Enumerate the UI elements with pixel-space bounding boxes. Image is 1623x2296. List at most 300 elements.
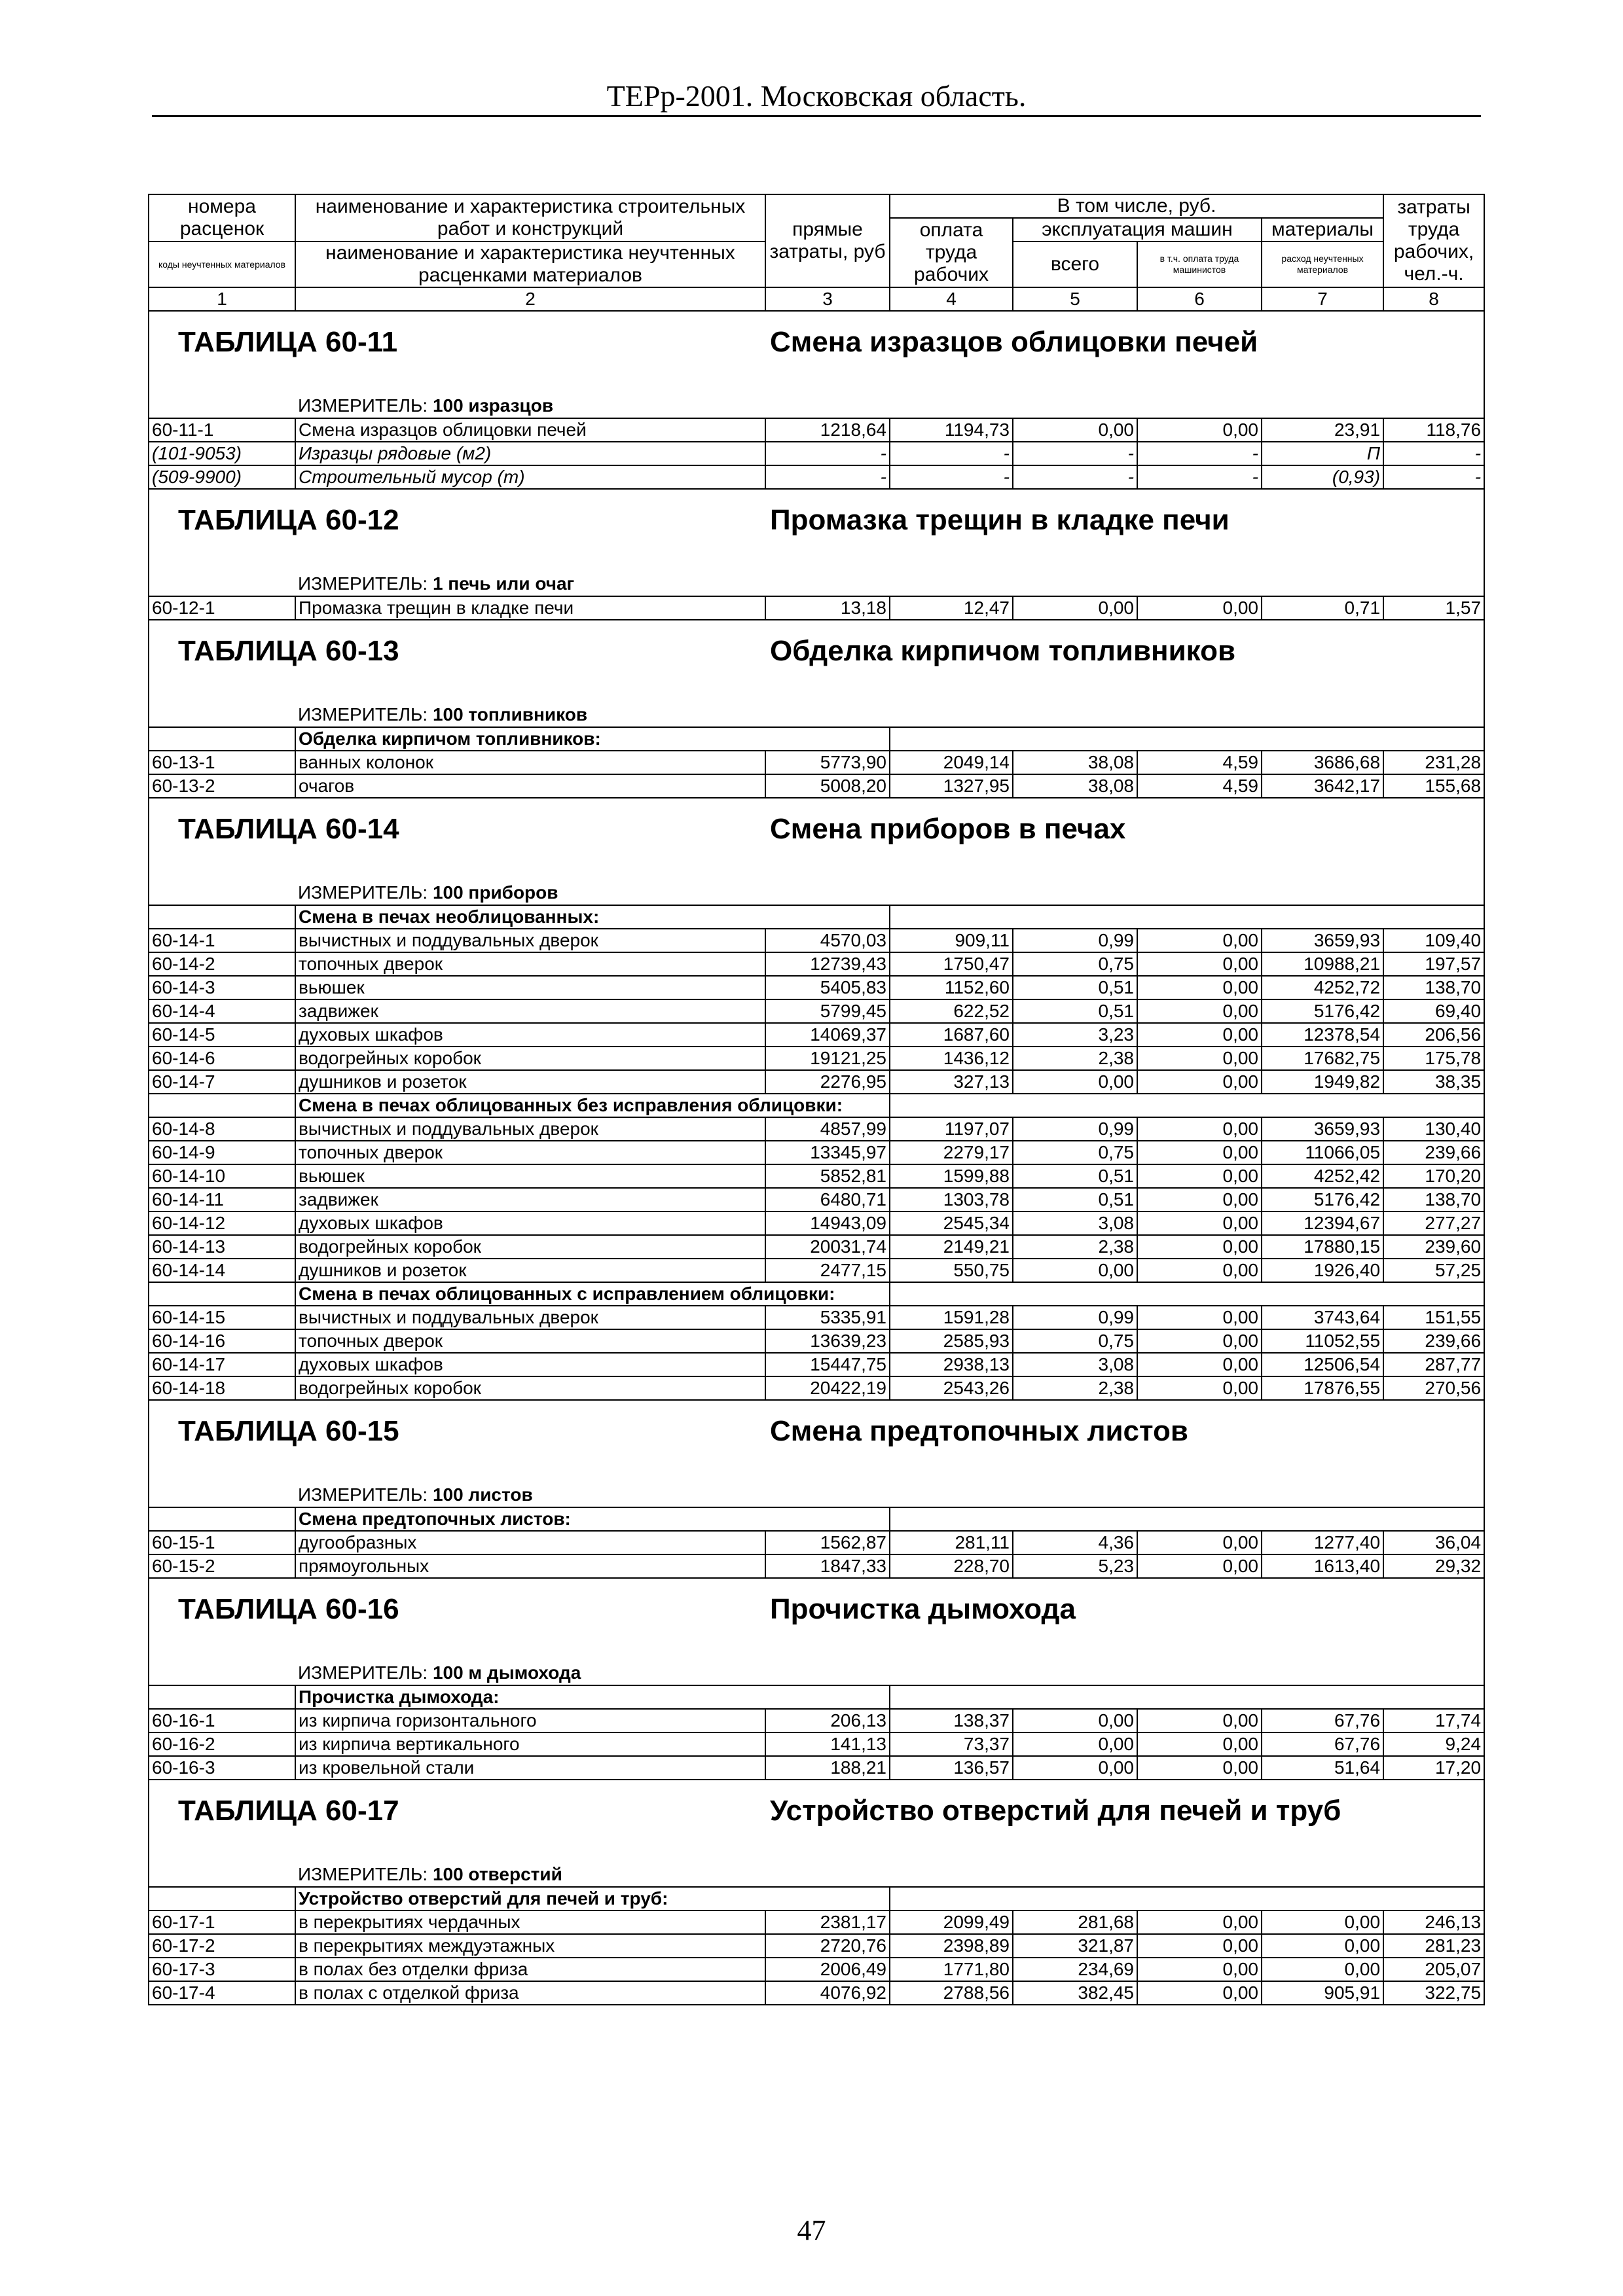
value-hours: 239,66 (1383, 1329, 1484, 1353)
value-direct: 2276,95 (765, 1070, 890, 1094)
value-hours: 29,32 (1383, 1554, 1484, 1578)
value-labor: 281,11 (890, 1531, 1013, 1554)
value-hours: 206,56 (1383, 1023, 1484, 1047)
table-row (149, 1141, 1484, 1164)
group-subtitle-rest (890, 1282, 1484, 1306)
rate-code: 60-14-18 (149, 1376, 295, 1400)
value-labor: 2545,34 (890, 1211, 1013, 1235)
value-direct: 12739,43 (765, 952, 890, 976)
value-mat: 5176,42 (1262, 1188, 1383, 1211)
measure-cell (295, 393, 1383, 418)
value-hours: 239,66 (1383, 1141, 1484, 1164)
col-number: 7 (1262, 287, 1383, 311)
value-direct: 14069,37 (765, 1023, 890, 1047)
measure-spacer (149, 1660, 295, 1685)
value-labor: 622,52 (890, 999, 1013, 1023)
value-mach: 0,00 (1013, 1709, 1137, 1732)
work-name: из кирпича вертикального (295, 1732, 765, 1756)
table-row (149, 1934, 1484, 1958)
value-direct: 13345,97 (765, 1141, 890, 1164)
measure-value: 100 топливников (432, 704, 588, 725)
group-spacer (149, 1887, 295, 1910)
value-mach-labor: 0,00 (1137, 1756, 1262, 1780)
value-hours: 57,25 (1383, 1259, 1484, 1282)
value-labor: 1303,78 (890, 1188, 1013, 1211)
work-name: Промазка трещин в кладке печи (295, 596, 765, 620)
value-direct: 2720,76 (765, 1934, 890, 1958)
group-subtitle-rest (890, 727, 1484, 751)
value-direct: 1562,87 (765, 1531, 890, 1554)
value-mat: 4252,72 (1262, 976, 1383, 999)
value-mach: 0,00 (1013, 1259, 1137, 1282)
section-title (149, 311, 1484, 393)
measure-label: ИЗМЕРИТЕЛЬ: (298, 1484, 428, 1505)
value-direct: 6480,71 (765, 1188, 890, 1211)
value-mat: 0,00 (1262, 1934, 1383, 1958)
value-direct: 19121,25 (765, 1047, 890, 1070)
col-number: 8 (1383, 287, 1484, 311)
value-mach-labor: 0,00 (1137, 1531, 1262, 1554)
measure-spacer (149, 571, 295, 596)
value-hours: 17,20 (1383, 1756, 1484, 1780)
value-hours: 281,23 (1383, 1934, 1484, 1958)
group-subtitle-row (149, 1094, 1484, 1117)
value-direct: 188,21 (765, 1756, 890, 1780)
rate-code: 60-17-2 (149, 1934, 295, 1958)
value-mat: (0,93) (1262, 465, 1383, 489)
value-mach: 3,08 (1013, 1211, 1137, 1235)
section-title-row (149, 489, 1484, 571)
work-name: в перекрытиях междуэтажных (295, 1934, 765, 1958)
value-labor: 1152,60 (890, 976, 1013, 999)
rate-code: 60-13-2 (149, 774, 295, 798)
value-mat: 67,76 (1262, 1709, 1383, 1732)
value-hours: 118,76 (1383, 418, 1484, 442)
value-mat: 905,91 (1262, 1981, 1383, 2005)
value-direct: 4570,03 (765, 929, 890, 952)
col-number: 2 (295, 287, 765, 311)
running-head: ТЕРр-2001. Московская область. (152, 77, 1481, 117)
value-hours: - (1383, 465, 1484, 489)
value-labor: 909,11 (890, 929, 1013, 952)
value-labor: 1750,47 (890, 952, 1013, 976)
value-mat: 12506,54 (1262, 1353, 1383, 1376)
value-labor: 1771,80 (890, 1958, 1013, 1981)
col2-header: наименование и характеристика строительных работ и конструкций (295, 194, 765, 242)
value-direct: 13,18 (765, 596, 890, 620)
work-name: в перекрытиях чердачных (295, 1910, 765, 1934)
col3-header: прямые затраты, руб (765, 194, 890, 287)
value-labor: 1327,95 (890, 774, 1013, 798)
value-labor: - (890, 442, 1013, 465)
value-mach: 0,51 (1013, 999, 1137, 1023)
work-name: топочных дверок (295, 1141, 765, 1164)
table-row (149, 1188, 1484, 1211)
rate-code: 60-15-2 (149, 1554, 295, 1578)
value-mach-labor: 4,59 (1137, 774, 1262, 798)
value-mach: 281,68 (1013, 1910, 1137, 1934)
value-mat: 0,00 (1262, 1910, 1383, 1934)
measure-row (149, 1482, 1484, 1507)
rate-code: 60-14-16 (149, 1329, 295, 1353)
measure-end (1383, 1660, 1484, 1685)
table-row (149, 1329, 1484, 1353)
value-direct: 5773,90 (765, 751, 890, 774)
value-mat: 1926,40 (1262, 1259, 1383, 1282)
table-row (149, 1531, 1484, 1554)
value-mat: 4252,42 (1262, 1164, 1383, 1188)
materials-header: материалы (1262, 218, 1383, 242)
value-hours: 1,57 (1383, 596, 1484, 620)
group-spacer (149, 727, 295, 751)
value-mach-labor: - (1137, 442, 1262, 465)
rate-code: (509-9900) (149, 465, 295, 489)
group-subtitle-row (149, 1282, 1484, 1306)
value-direct: 15447,75 (765, 1353, 890, 1376)
rate-code: 60-13-1 (149, 751, 295, 774)
section-name: Смена предтопочных листов (770, 1415, 1188, 1447)
value-hours: 138,70 (1383, 1188, 1484, 1211)
value-labor: 327,13 (890, 1070, 1013, 1094)
measure-cell (295, 1862, 1383, 1887)
measure-end (1383, 1482, 1484, 1507)
measure-spacer (149, 393, 295, 418)
rate-code: 60-12-1 (149, 596, 295, 620)
work-name: задвижек (295, 1188, 765, 1211)
group-subtitle-rest (890, 1507, 1484, 1531)
value-mach-labor: 0,00 (1137, 1376, 1262, 1400)
col-number: 4 (890, 287, 1013, 311)
value-direct: 4076,92 (765, 1981, 890, 2005)
section-title (149, 1780, 1484, 1862)
value-mach-labor: 0,00 (1137, 1235, 1262, 1259)
value-mach: 234,69 (1013, 1958, 1137, 1981)
section-name: Промазка трещин в кладке печи (770, 504, 1230, 536)
value-mach: 38,08 (1013, 751, 1137, 774)
section-title-row (149, 311, 1484, 393)
value-mat: 3642,17 (1262, 774, 1383, 798)
rate-code: 60-14-10 (149, 1164, 295, 1188)
col5-header: всего (1013, 242, 1137, 287)
value-mach: 3,08 (1013, 1353, 1137, 1376)
measure-spacer (149, 1482, 295, 1507)
value-mach: 0,51 (1013, 1164, 1137, 1188)
table-row (149, 1910, 1484, 1934)
measure-end (1383, 393, 1484, 418)
table-row (149, 999, 1484, 1023)
group-subtitle-rest (890, 1094, 1484, 1117)
table-row (149, 1047, 1484, 1070)
section-title (149, 489, 1484, 571)
section-code: ТАБЛИЦА 60-15 (178, 1415, 399, 1447)
value-hours: 322,75 (1383, 1981, 1484, 2005)
value-direct: - (765, 465, 890, 489)
value-mat: 5176,42 (1262, 999, 1383, 1023)
value-mach-labor: 0,00 (1137, 1709, 1262, 1732)
value-labor: 2788,56 (890, 1981, 1013, 2005)
measure-cell (295, 880, 1383, 905)
table-row (149, 1164, 1484, 1188)
group-subtitle-row (149, 727, 1484, 751)
work-name: в полах без отделки фриза (295, 1958, 765, 1981)
measure-value: 100 изразцов (432, 395, 554, 416)
measure-end (1383, 571, 1484, 596)
table-row (149, 976, 1484, 999)
value-labor: - (890, 465, 1013, 489)
rate-code: 60-16-3 (149, 1756, 295, 1780)
measure-value: 100 приборов (432, 882, 558, 903)
rate-code: 60-17-3 (149, 1958, 295, 1981)
table-row (149, 751, 1484, 774)
value-mat: 12378,54 (1262, 1023, 1383, 1047)
value-mach: 3,23 (1013, 1023, 1137, 1047)
page-number: 47 (797, 2214, 826, 2246)
table-row (149, 1732, 1484, 1756)
value-mach-labor: 0,00 (1137, 596, 1262, 620)
value-mat: 1949,82 (1262, 1070, 1383, 1094)
value-labor: 2585,93 (890, 1329, 1013, 1353)
value-labor: 2049,14 (890, 751, 1013, 774)
measure-label: ИЗМЕРИТЕЛЬ: (298, 573, 428, 594)
rate-code: 60-14-13 (149, 1235, 295, 1259)
value-mat: 67,76 (1262, 1732, 1383, 1756)
value-mach-labor: 0,00 (1137, 1353, 1262, 1376)
work-name: Изразцы рядовые (м2) (295, 442, 765, 465)
table-row (149, 1353, 1484, 1376)
value-mach: 0,51 (1013, 976, 1137, 999)
group-subtitle: Смена в печах необлицованных: (295, 905, 890, 929)
work-name: духовых шкафов (295, 1353, 765, 1376)
group-subtitle-row (149, 1507, 1484, 1531)
work-name: топочных дверок (295, 952, 765, 976)
table-row (149, 465, 1484, 489)
value-direct: 5008,20 (765, 774, 890, 798)
value-direct: - (765, 442, 890, 465)
col8-header: затраты труда рабочих, чел.-ч. (1383, 194, 1484, 287)
group-spacer (149, 1282, 295, 1306)
value-hours: 170,20 (1383, 1164, 1484, 1188)
section-name: Прочистка дымохода (770, 1593, 1076, 1625)
value-mach: 5,23 (1013, 1554, 1137, 1578)
rate-code: 60-14-5 (149, 1023, 295, 1047)
table-row (149, 1756, 1484, 1780)
rate-code: 60-14-14 (149, 1259, 295, 1282)
rate-code: 60-14-7 (149, 1070, 295, 1094)
group-subtitle-rest (890, 1685, 1484, 1709)
measure-value: 100 м дымохода (432, 1662, 581, 1683)
rate-code: 60-14-12 (149, 1211, 295, 1235)
value-hours: 130,40 (1383, 1117, 1484, 1141)
value-mat: 3659,93 (1262, 929, 1383, 952)
work-name: духовых шкафов (295, 1023, 765, 1047)
col6-header: в т.ч. оплата труда машинистов (1137, 242, 1262, 287)
rate-code: 60-16-1 (149, 1709, 295, 1732)
group-spacer (149, 1507, 295, 1531)
table-row (149, 1117, 1484, 1141)
value-labor: 1687,60 (890, 1023, 1013, 1047)
value-mat: 51,64 (1262, 1756, 1383, 1780)
work-name: очагов (295, 774, 765, 798)
rate-code: 60-14-15 (149, 1306, 295, 1329)
measure-value: 1 печь или очаг (432, 573, 575, 594)
group-subtitle: Обделка кирпичом топливников: (295, 727, 890, 751)
value-hours: 239,60 (1383, 1235, 1484, 1259)
work-name: душников и розеток (295, 1070, 765, 1094)
group-subtitle-row (149, 1887, 1484, 1910)
table-row (149, 1554, 1484, 1578)
rate-code: 60-14-1 (149, 929, 295, 952)
section-code: ТАБЛИЦА 60-11 (178, 326, 398, 358)
work-name: из кирпича горизонтального (295, 1709, 765, 1732)
value-mach: 0,00 (1013, 1070, 1137, 1094)
value-mat: 3743,64 (1262, 1306, 1383, 1329)
incl-header: В том числе, руб. (890, 194, 1383, 218)
value-mach-labor: 0,00 (1137, 1981, 1262, 2005)
value-direct: 5799,45 (765, 999, 890, 1023)
value-mach-labor: 0,00 (1137, 929, 1262, 952)
value-labor: 2938,13 (890, 1353, 1013, 1376)
work-name: вычистных и поддувальных дверок (295, 1117, 765, 1141)
value-labor: 2279,17 (890, 1141, 1013, 1164)
value-labor: 2149,21 (890, 1235, 1013, 1259)
work-name: топочных дверок (295, 1329, 765, 1353)
work-name: духовых шкафов (295, 1211, 765, 1235)
measure-row (149, 702, 1484, 727)
measure-end (1383, 880, 1484, 905)
work-name: из кровельной стали (295, 1756, 765, 1780)
value-hours: 17,74 (1383, 1709, 1484, 1732)
value-mach: 2,38 (1013, 1376, 1137, 1400)
work-name: вьюшек (295, 976, 765, 999)
value-mach: 0,00 (1013, 1732, 1137, 1756)
value-mat: 11066,05 (1262, 1141, 1383, 1164)
table-row (149, 1981, 1484, 2005)
group-spacer (149, 905, 295, 929)
value-labor: 228,70 (890, 1554, 1013, 1578)
value-hours: - (1383, 442, 1484, 465)
measure-spacer (149, 702, 295, 727)
section-code: ТАБЛИЦА 60-14 (178, 813, 399, 845)
group-subtitle-row (149, 905, 1484, 929)
price-table (148, 194, 1485, 2005)
value-hours: 38,35 (1383, 1070, 1484, 1094)
value-mach-labor: 0,00 (1137, 976, 1262, 999)
measure-value: 100 листов (432, 1484, 533, 1505)
value-hours: 287,77 (1383, 1353, 1484, 1376)
value-labor: 550,75 (890, 1259, 1013, 1282)
value-mat: 17876,55 (1262, 1376, 1383, 1400)
rate-code: 60-14-17 (149, 1353, 295, 1376)
measure-label: ИЗМЕРИТЕЛЬ: (298, 1662, 428, 1683)
rate-code: 60-17-1 (149, 1910, 295, 1934)
work-name: задвижек (295, 999, 765, 1023)
table-row (149, 1306, 1484, 1329)
group-subtitle: Смена в печах облицованных с исправлением облицовки: (295, 1282, 890, 1306)
section-title-row (149, 798, 1484, 880)
value-direct: 2006,49 (765, 1958, 890, 1981)
col7-header: расход неучтенных материалов (1262, 242, 1383, 287)
value-mach: - (1013, 442, 1137, 465)
value-mat: 1277,40 (1262, 1531, 1383, 1554)
value-hours: 109,40 (1383, 929, 1484, 952)
measure-spacer (149, 1862, 295, 1887)
measure-row (149, 1862, 1484, 1887)
value-hours: 36,04 (1383, 1531, 1484, 1554)
table-row (149, 1958, 1484, 1981)
rate-code: 60-11-1 (149, 418, 295, 442)
value-mat: 17880,15 (1262, 1235, 1383, 1259)
work-name: в полах с отделкой фриза (295, 1981, 765, 2005)
rate-code: 60-14-8 (149, 1117, 295, 1141)
value-labor: 1599,88 (890, 1164, 1013, 1188)
value-direct: 1847,33 (765, 1554, 890, 1578)
group-subtitle-rest (890, 905, 1484, 929)
value-mach: 0,75 (1013, 1141, 1137, 1164)
value-hours: 155,68 (1383, 774, 1484, 798)
value-mach-labor: 0,00 (1137, 418, 1262, 442)
value-hours: 138,70 (1383, 976, 1484, 999)
value-mat: 3686,68 (1262, 751, 1383, 774)
measure-cell (295, 1482, 1383, 1507)
value-labor: 138,37 (890, 1709, 1013, 1732)
value-mach-labor: 0,00 (1137, 1117, 1262, 1141)
section-code: ТАБЛИЦА 60-12 (178, 504, 399, 536)
value-mach-labor: 0,00 (1137, 1934, 1262, 1958)
value-direct: 5405,83 (765, 976, 890, 999)
value-direct: 4857,99 (765, 1117, 890, 1141)
value-labor: 1197,07 (890, 1117, 1013, 1141)
value-mach-labor: 0,00 (1137, 1141, 1262, 1164)
value-hours: 69,40 (1383, 999, 1484, 1023)
group-spacer (149, 1094, 295, 1117)
work-name: водогрейных коробок (295, 1235, 765, 1259)
rate-code: 60-14-4 (149, 999, 295, 1023)
work-name: вычистных и поддувальных дверок (295, 1306, 765, 1329)
value-mach-labor: 0,00 (1137, 1732, 1262, 1756)
value-labor: 136,57 (890, 1756, 1013, 1780)
rate-code: 60-15-1 (149, 1531, 295, 1554)
value-mat: 1613,40 (1262, 1554, 1383, 1578)
value-direct: 13639,23 (765, 1329, 890, 1353)
col4-header: оплата труда рабочих (890, 218, 1013, 287)
value-mat: 23,91 (1262, 418, 1383, 442)
section-title (149, 1400, 1484, 1482)
value-mach-labor: 0,00 (1137, 1958, 1262, 1981)
rate-code: 60-16-2 (149, 1732, 295, 1756)
measure-row (149, 393, 1484, 418)
value-direct: 20422,19 (765, 1376, 890, 1400)
measure-label: ИЗМЕРИТЕЛЬ: (298, 882, 428, 903)
value-mat: 17682,75 (1262, 1047, 1383, 1070)
measure-label: ИЗМЕРИТЕЛЬ: (298, 1863, 428, 1884)
value-direct: 14943,09 (765, 1211, 890, 1235)
measure-cell (295, 571, 1383, 596)
measure-value: 100 отверстий (432, 1863, 562, 1884)
col-number: 3 (765, 287, 890, 311)
value-hours: 175,78 (1383, 1047, 1484, 1070)
value-direct: 2381,17 (765, 1910, 890, 1934)
measure-row (149, 880, 1484, 905)
value-mach-labor: 0,00 (1137, 1164, 1262, 1188)
col1-subheader: коды неучтенных материалов (149, 242, 295, 287)
section-code: ТАБЛИЦА 60-13 (178, 635, 399, 667)
value-labor: 1436,12 (890, 1047, 1013, 1070)
group-subtitle: Устройство отверстий для печей и труб: (295, 1887, 890, 1910)
section-name: Смена приборов в печах (770, 813, 1126, 845)
value-hours: 151,55 (1383, 1306, 1484, 1329)
section-name: Обделка кирпичом топливников (770, 635, 1236, 667)
table-row (149, 1235, 1484, 1259)
